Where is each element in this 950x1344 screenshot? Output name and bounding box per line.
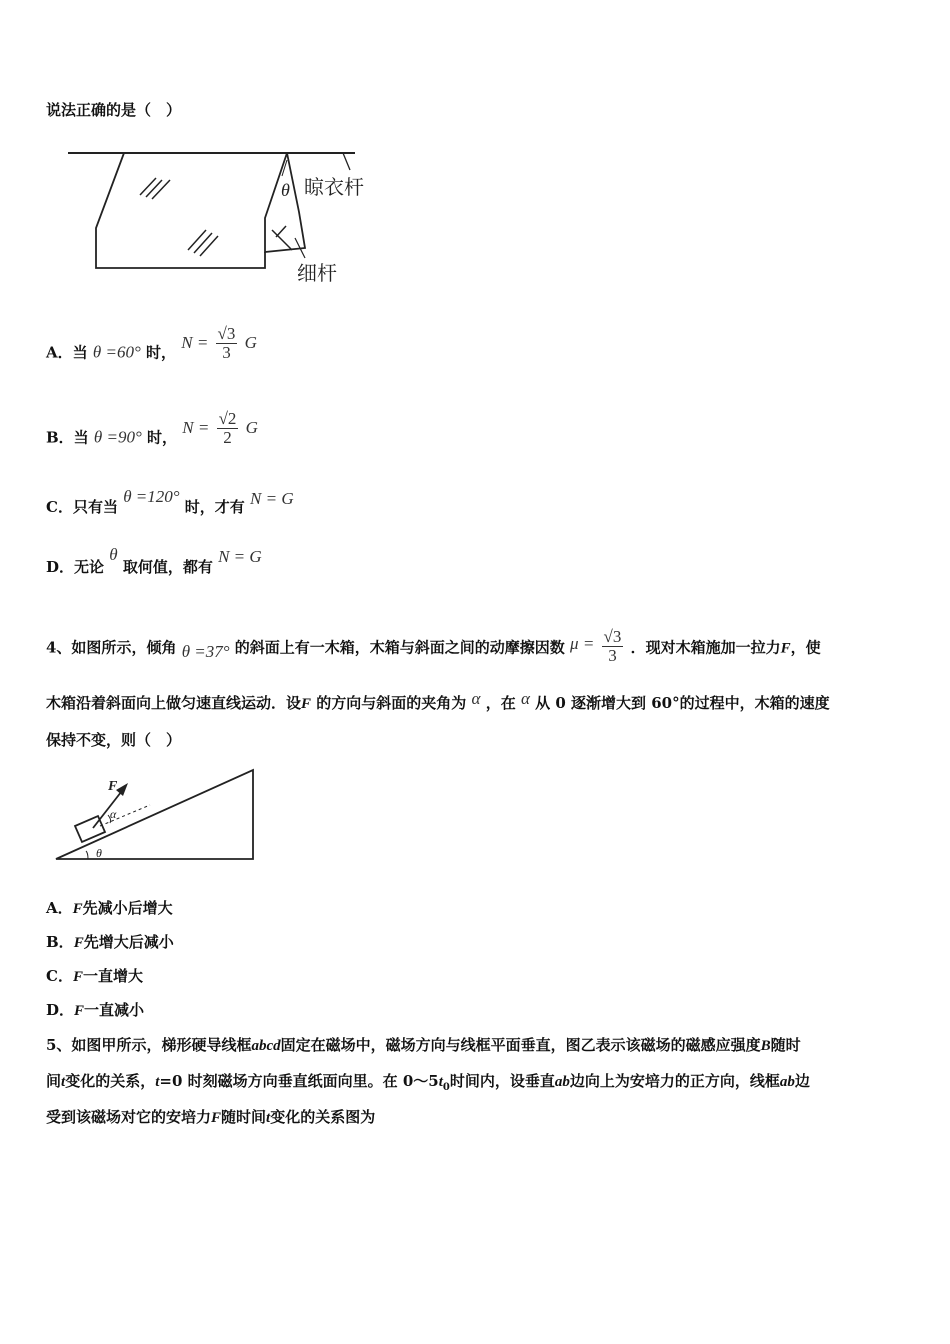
q5-text-3b: 随时间 bbox=[221, 1108, 267, 1126]
q5-ab-1: ab bbox=[554, 1074, 570, 1090]
option-a-rhs: G bbox=[244, 332, 257, 352]
q4-option-a-text: 先减小后增大 bbox=[82, 899, 173, 917]
option-d[interactable] bbox=[46, 545, 262, 577]
option-d-mid: 取何值，都有 bbox=[122, 558, 213, 576]
q4-mu-lhs: μ = bbox=[570, 633, 595, 653]
alpha-label: α bbox=[110, 807, 117, 821]
q5-t-1: t bbox=[61, 1074, 66, 1090]
q4-option-d[interactable] bbox=[46, 1000, 144, 1021]
q4-var-F-1: F bbox=[780, 640, 791, 657]
option-d-condition: θ bbox=[109, 545, 118, 564]
q5-line-2 bbox=[46, 1071, 810, 1098]
option-b-condition: θ =90° bbox=[93, 427, 142, 447]
q5-abcd: abcd bbox=[251, 1038, 281, 1054]
q4-text-2d: 从 0 逐渐增大到 60°的过程中，木箱的速度 bbox=[535, 694, 830, 712]
option-c-mid: 时，才有 bbox=[184, 498, 245, 516]
q4-alpha-2: α bbox=[520, 689, 530, 708]
q5-text-2d: 时间内，设垂直 bbox=[449, 1072, 555, 1090]
option-a-numerator: √3 bbox=[217, 324, 236, 343]
q4-text-1c: ．现对木箱施加一拉力 bbox=[630, 638, 781, 657]
incline-figure bbox=[50, 765, 265, 865]
option-c[interactable] bbox=[46, 487, 294, 517]
q4-line-2 bbox=[46, 689, 830, 714]
q5-line-1 bbox=[46, 1035, 801, 1056]
theta-label-fig2: θ bbox=[96, 846, 102, 860]
rod-label: 细杆 bbox=[297, 261, 337, 285]
option-d-prefix: D．无论 bbox=[46, 558, 105, 576]
q5-t0: t bbox=[438, 1074, 443, 1090]
q4-option-b-text: 先增大后减小 bbox=[83, 933, 174, 951]
q4-option-d-text: 一直减小 bbox=[84, 1001, 145, 1019]
option-b-denominator: 2 bbox=[223, 428, 232, 447]
q4-option-c[interactable] bbox=[46, 966, 143, 987]
q4-line-1 bbox=[46, 627, 821, 667]
option-b-fraction bbox=[217, 410, 239, 447]
option-a-mid: 时， bbox=[145, 343, 176, 362]
pole-label: 晾衣杆 bbox=[304, 175, 364, 199]
option-a-denominator: 3 bbox=[222, 343, 231, 362]
q4-option-b-var: F bbox=[73, 935, 84, 951]
q4-option-c-text: 一直增大 bbox=[82, 967, 143, 985]
q4-option-d-var: F bbox=[74, 1003, 85, 1019]
q5-B: B bbox=[760, 1038, 771, 1054]
q4-mu-fraction bbox=[602, 628, 624, 665]
q4-line-3: 保持不变，则（ ） bbox=[46, 731, 182, 749]
q4-mu-denominator: 3 bbox=[608, 646, 617, 665]
option-a[interactable] bbox=[46, 324, 257, 372]
q5-text-2f: 边 bbox=[794, 1072, 810, 1090]
q4-option-a-letter: A． bbox=[46, 899, 73, 917]
q5-text-1c: 随时 bbox=[770, 1036, 801, 1054]
option-b-mid: 时， bbox=[147, 428, 178, 447]
option-b-lhs: N = bbox=[182, 417, 210, 437]
q4-option-b[interactable] bbox=[46, 932, 174, 953]
q5-ab-2: ab bbox=[779, 1074, 795, 1090]
q4-option-a-var: F bbox=[72, 901, 83, 917]
q5-t0-sub: 0 bbox=[442, 1082, 450, 1093]
q4-theta: θ =37° bbox=[181, 641, 230, 661]
q4-option-d-letter: D． bbox=[46, 1001, 75, 1019]
hanger-figure bbox=[60, 140, 390, 290]
q4-option-c-var: F bbox=[72, 969, 83, 985]
q4-alpha-1: α bbox=[471, 689, 481, 708]
q4-text-1b: 的斜面上有一木箱，木箱与斜面之间的动摩擦因数 bbox=[234, 638, 565, 657]
q4-option-b-letter: B． bbox=[46, 933, 74, 951]
option-a-prefix: A．当 bbox=[46, 343, 88, 362]
q5-t-2: t bbox=[155, 1074, 160, 1090]
option-a-lhs: N = bbox=[181, 332, 209, 352]
option-b-rhs: G bbox=[245, 417, 258, 437]
option-a-fraction bbox=[216, 325, 238, 362]
q4-text-1a: 4、如图所示，倾角 bbox=[46, 638, 177, 657]
q5-text-3a: 受到该磁场对它的安培力 bbox=[46, 1108, 212, 1126]
q4-option-c-letter: C． bbox=[46, 967, 73, 985]
q5-text-1b: 固定在磁场中，磁场方向与线框平面垂直，图乙表示该磁场的磁感应强度 bbox=[280, 1036, 761, 1054]
option-b[interactable] bbox=[46, 409, 258, 457]
q5-text-1a: 5、如图甲所示，梯形硬导线框 bbox=[46, 1036, 252, 1054]
q4-text-1d: ，使 bbox=[790, 638, 821, 657]
force-label: F bbox=[108, 779, 118, 794]
question-stem-tail: 说法正确的是（ ） bbox=[46, 101, 182, 119]
q5-text-2a: 间 bbox=[46, 1072, 62, 1090]
option-b-prefix: B．当 bbox=[46, 428, 89, 447]
option-c-expression: N = G bbox=[250, 489, 294, 508]
q4-mu-numerator: √3 bbox=[603, 627, 622, 646]
theta-label-fig1: θ bbox=[281, 180, 290, 200]
q5-text-2b: 变化的关系， bbox=[65, 1072, 156, 1090]
q4-text-2a: 木箱沿着斜面向上做匀速直线运动．设 bbox=[46, 694, 302, 712]
q4-text-2b: 的方向与斜面的夹角为 bbox=[316, 694, 467, 712]
option-c-prefix: C．只有当 bbox=[46, 498, 118, 516]
option-b-numerator: √2 bbox=[218, 409, 237, 428]
q5-line-3 bbox=[46, 1107, 375, 1128]
q4-option-a[interactable] bbox=[46, 898, 173, 919]
option-c-condition: θ =120° bbox=[123, 487, 180, 506]
q4-text-2c: ，在 bbox=[485, 694, 516, 712]
q5-text-2e: 边向上为安培力的正方向，线框 bbox=[569, 1072, 780, 1090]
q5-F: F bbox=[211, 1110, 222, 1126]
q5-t-3: t bbox=[266, 1110, 271, 1126]
option-d-expression: N = G bbox=[218, 547, 262, 566]
option-a-condition: θ =60° bbox=[92, 342, 141, 362]
q5-text-2c: =0 时刻磁场方向垂直纸面向里。在 0～5 bbox=[159, 1072, 439, 1090]
q4-var-F-2: F bbox=[301, 696, 312, 712]
q5-text-3c: 变化的关系图为 bbox=[270, 1108, 376, 1126]
